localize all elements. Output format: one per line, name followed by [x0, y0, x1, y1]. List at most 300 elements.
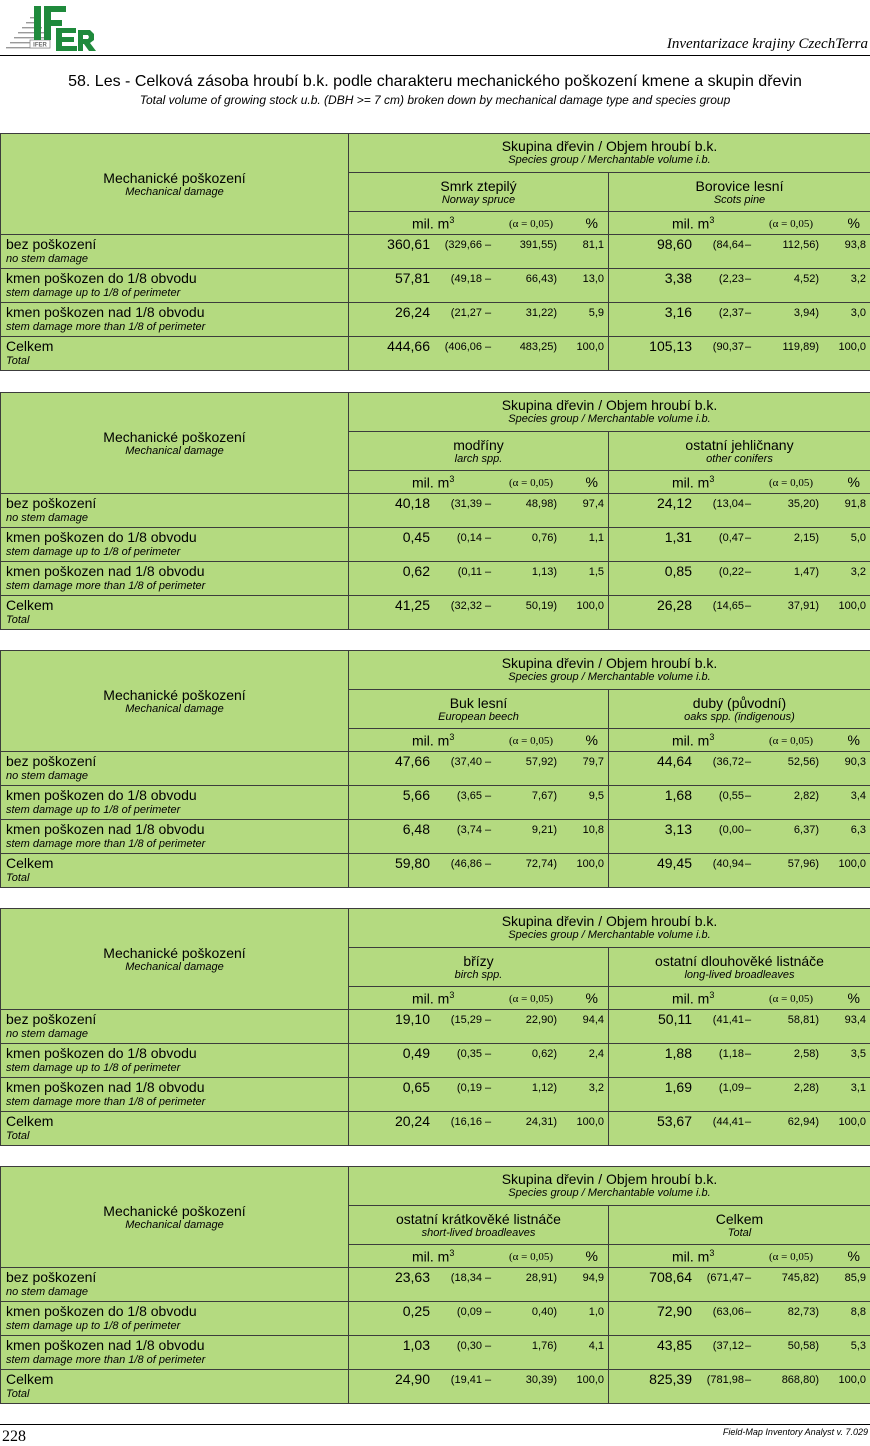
- ci-upper: 50,58): [787, 1340, 819, 1352]
- ci-upper: 6,37): [793, 824, 819, 836]
- ci-upper: 0,40): [531, 1306, 557, 1318]
- table-row: [1, 1078, 870, 1112]
- ci-dash: –: [485, 239, 492, 251]
- alpha-label: (α = 0,05): [769, 1251, 814, 1263]
- ci-dash: –: [745, 1340, 752, 1352]
- unit-label: mil. $m^3$: [412, 1248, 455, 1265]
- species-name-cz: Buk lesní: [449, 695, 508, 711]
- volume-value: 19,10: [394, 1011, 430, 1027]
- species-group-cz: Skupina dřevin / Objem hroubí b.k.: [501, 913, 718, 929]
- volume-value: 0,62: [402, 563, 430, 579]
- ci-dash: –: [745, 790, 752, 802]
- damage-row-label: [1, 235, 349, 269]
- ci-lower: (3,65: [456, 790, 482, 802]
- mechanical-damage-en: Mechanical damage: [125, 1219, 224, 1231]
- row-label-en: no stem damage: [6, 1028, 88, 1040]
- unit-header: [349, 212, 609, 235]
- ci-upper: 391,55): [519, 239, 557, 251]
- damage-row-label: [1, 820, 349, 854]
- row-label-en: Total: [6, 872, 30, 884]
- table-title-cz: 58. Les - Celková zásoba hroubí b.k. podle charakteru mechanického poškození kmene a skupin dřevin: [68, 73, 802, 90]
- percent-value: 97,4: [582, 498, 604, 510]
- table-row: [1, 1112, 870, 1146]
- ifer-logo: [4, 4, 98, 54]
- percent-label: %: [847, 732, 860, 748]
- table-row: [1, 235, 870, 269]
- unit-header: [349, 729, 609, 752]
- mechanical-damage-cz: Mechanické poškození: [103, 945, 246, 961]
- value-cell: [609, 1044, 870, 1078]
- species-header: [609, 173, 870, 212]
- volume-value: 0,25: [402, 1303, 430, 1319]
- species-header: [609, 432, 870, 471]
- percent-value: 5,3: [850, 1340, 866, 1352]
- row-label-en: Total: [6, 614, 30, 626]
- value-cell: [349, 269, 609, 303]
- row-label-cz: bez poškození: [6, 236, 97, 252]
- percent-label: %: [847, 215, 860, 231]
- percent-value: 100,0: [576, 858, 604, 870]
- value-cell: [349, 1010, 609, 1044]
- species-name-cz: modříny: [453, 437, 504, 453]
- volume-value: 1,68: [664, 787, 692, 803]
- mechanical-damage-header: [1, 651, 349, 752]
- damage-row-label: [1, 1336, 349, 1370]
- mechanical-damage-en: Mechanical damage: [125, 445, 224, 457]
- row-label-cz: Celkem: [6, 597, 54, 613]
- ci-dash: –: [745, 1014, 752, 1026]
- volume-value: 1,03: [402, 1337, 430, 1353]
- species-header: [609, 690, 870, 729]
- ci-upper: 24,31): [525, 1116, 557, 1128]
- ci-lower: (329,66: [444, 239, 482, 251]
- ci-lower: (19,41: [450, 1374, 482, 1386]
- alpha-label: (α = 0,05): [769, 218, 814, 230]
- volume-table-block: [0, 1166, 870, 1404]
- species-group-en: Species group / Merchantable volume i.b.: [508, 929, 711, 941]
- row-label-cz: kmen poškozen nad 1/8 obvodu: [6, 304, 205, 320]
- species-group-header: [349, 134, 870, 173]
- percent-value: 3,2: [850, 566, 866, 578]
- value-cell: [609, 752, 870, 786]
- unit-header: [609, 729, 870, 752]
- ci-dash: –: [745, 858, 752, 870]
- volume-value: 26,24: [394, 304, 430, 320]
- unit-header: [609, 987, 870, 1010]
- ci-lower: (41,41: [712, 1014, 744, 1026]
- ci-lower: (36,72: [712, 756, 744, 768]
- species-name-en: Scots pine: [713, 194, 766, 206]
- species-name-en: birch spp.: [454, 969, 503, 981]
- row-label-cz: Celkem: [6, 1113, 54, 1129]
- ci-upper: 9,21): [531, 824, 557, 836]
- species-header: [349, 690, 609, 729]
- species-name-en: Norway spruce: [441, 194, 516, 206]
- value-cell: [609, 1370, 870, 1404]
- unit-label: mil. $m^3$: [412, 474, 455, 491]
- ci-upper: 57,92): [525, 756, 557, 768]
- value-cell: [349, 820, 609, 854]
- species-group-header: [349, 393, 870, 432]
- mechanical-damage-cz: Mechanické poškození: [103, 1203, 246, 1219]
- percent-value: 2,4: [588, 1048, 604, 1060]
- species-group-en: Species group / Merchantable volume i.b.: [508, 1187, 711, 1199]
- table-row: [1, 303, 870, 337]
- ci-lower: (0,14: [456, 532, 482, 544]
- unit-header: [349, 1245, 609, 1268]
- row-label-en: no stem damage: [6, 512, 88, 524]
- volume-value: 47,66: [394, 753, 430, 769]
- volume-value: 59,80: [394, 855, 430, 871]
- percent-value: 100,0: [576, 1116, 604, 1128]
- ci-dash: –: [485, 498, 492, 510]
- page-number: 228: [2, 1428, 26, 1445]
- species-name-cz: ostatní dlouhověké listnáče: [655, 953, 824, 969]
- species-header: [349, 173, 609, 212]
- damage-row-label: [1, 562, 349, 596]
- unit-header: [609, 212, 870, 235]
- species-name-cz: Smrk ztepilý: [440, 178, 517, 194]
- species-name-en: other conifers: [706, 453, 773, 465]
- alpha-label: (α = 0,05): [509, 1251, 554, 1263]
- ci-dash: –: [485, 1082, 492, 1094]
- ci-upper: 50,19): [525, 600, 557, 612]
- volume-table-block: [0, 650, 870, 888]
- species-header: [349, 948, 609, 987]
- ci-upper: 1,13): [531, 566, 557, 578]
- ci-lower: (15,29: [450, 1014, 482, 1026]
- percent-value: 91,8: [844, 498, 866, 510]
- percent-value: 100,0: [576, 1374, 604, 1386]
- ci-upper: 1,47): [793, 566, 819, 578]
- unit-header: [609, 471, 870, 494]
- unit-label: mil. $m^3$: [672, 215, 715, 232]
- ci-dash: –: [745, 1116, 752, 1128]
- percent-value: 4,1: [588, 1340, 604, 1352]
- value-cell: [349, 1370, 609, 1404]
- percent-value: 6,3: [850, 824, 866, 836]
- ci-dash: –: [485, 824, 492, 836]
- damage-row-label: [1, 1268, 349, 1302]
- damage-row-label: [1, 269, 349, 303]
- volume-value: 3,38: [664, 270, 692, 286]
- row-label-cz: kmen poškozen nad 1/8 obvodu: [6, 563, 205, 579]
- volume-value: 825,39: [649, 1371, 692, 1387]
- ci-dash: –: [745, 1272, 752, 1284]
- volume-value: 41,25: [394, 597, 430, 613]
- percent-value: 3,2: [588, 1082, 604, 1094]
- species-group-cz: Skupina dřevin / Objem hroubí b.k.: [501, 1171, 718, 1187]
- row-label-en: stem damage more than 1/8 of perimeter: [6, 1354, 206, 1366]
- ci-dash: –: [485, 756, 492, 768]
- species-group-header: [349, 909, 870, 948]
- ci-dash: –: [745, 1082, 752, 1094]
- footer-divider: [0, 1424, 870, 1425]
- ci-upper: 2,15): [793, 532, 819, 544]
- ci-lower: (781,98: [706, 1374, 744, 1386]
- row-label-cz: bez poškození: [6, 495, 97, 511]
- percent-value: 1,5: [588, 566, 604, 578]
- ci-upper: 28,91): [525, 1272, 557, 1284]
- value-cell: [609, 1336, 870, 1370]
- row-label-en: Total: [6, 355, 30, 367]
- table-row: [1, 269, 870, 303]
- alpha-label: (α = 0,05): [509, 477, 554, 489]
- row-label-cz: kmen poškozen do 1/8 obvodu: [6, 270, 197, 286]
- ci-lower: (0,22: [718, 566, 744, 578]
- row-label-cz: Celkem: [6, 1371, 54, 1387]
- species-group-en: Species group / Merchantable volume i.b.: [508, 671, 711, 683]
- percent-value: 93,8: [844, 239, 866, 251]
- volume-value: 708,64: [649, 1269, 692, 1285]
- volume-value: 72,90: [656, 1303, 692, 1319]
- row-label-cz: kmen poškozen do 1/8 obvodu: [6, 787, 197, 803]
- table-row: [1, 820, 870, 854]
- species-group-en: Species group / Merchantable volume i.b.: [508, 154, 711, 166]
- mechanical-damage-cz: Mechanické poškození: [103, 429, 246, 445]
- unit-label: mil. $m^3$: [412, 990, 455, 1007]
- species-name-cz: duby (původní): [692, 695, 787, 711]
- volume-value: 23,63: [394, 1269, 430, 1285]
- row-label-cz: kmen poškozen do 1/8 obvodu: [6, 529, 197, 545]
- volume-value: 1,69: [664, 1079, 692, 1095]
- percent-value: 3,4: [850, 790, 866, 802]
- ci-upper: 1,76): [531, 1340, 557, 1352]
- percent-value: 93,4: [844, 1014, 866, 1026]
- value-cell: [349, 562, 609, 596]
- ci-upper: 62,94): [787, 1116, 819, 1128]
- value-cell: [609, 786, 870, 820]
- volume-value: 50,11: [658, 1011, 692, 1027]
- percent-label: %: [585, 990, 598, 1006]
- ci-lower: (0,35: [456, 1048, 482, 1060]
- unit-label: mil. $m^3$: [412, 732, 455, 749]
- unit-header: [349, 987, 609, 1010]
- row-label-en: no stem damage: [6, 253, 88, 265]
- percent-label: %: [585, 215, 598, 231]
- damage-row-label: [1, 786, 349, 820]
- ci-dash: –: [485, 566, 492, 578]
- ci-lower: (0,19: [456, 1082, 482, 1094]
- ci-lower: (3,74: [456, 824, 482, 836]
- ci-dash: –: [745, 239, 752, 251]
- row-label-cz: kmen poškozen do 1/8 obvodu: [6, 1045, 197, 1061]
- mechanical-damage-cz: Mechanické poškození: [103, 687, 246, 703]
- table-row: [1, 1370, 870, 1404]
- row-label-en: stem damage more than 1/8 of perimeter: [6, 1096, 206, 1108]
- ci-dash: –: [485, 341, 492, 353]
- table-row: [1, 1302, 870, 1336]
- percent-value: 79,7: [582, 756, 604, 768]
- damage-row-label: [1, 854, 349, 888]
- value-cell: [609, 854, 870, 888]
- volume-value: 49,45: [656, 855, 692, 871]
- species-name-en: European beech: [438, 711, 519, 723]
- table-row: [1, 596, 870, 630]
- ci-upper: 37,91): [787, 600, 819, 612]
- species-group-cz: Skupina dřevin / Objem hroubí b.k.: [501, 138, 718, 154]
- header-divider: [0, 55, 870, 56]
- ci-upper: 0,76): [531, 532, 557, 544]
- ci-lower: (2,37: [718, 307, 744, 319]
- ci-lower: (31,39: [450, 498, 482, 510]
- damage-row-label: [1, 337, 349, 371]
- ci-lower: (0,47: [718, 532, 744, 544]
- table-row: [1, 1044, 870, 1078]
- species-name-cz: Borovice lesní: [695, 178, 784, 194]
- ci-lower: (44,41: [712, 1116, 744, 1128]
- value-cell: [609, 820, 870, 854]
- volume-table-block: [0, 908, 870, 1146]
- volume-value: 1,88: [664, 1045, 692, 1061]
- species-name-cz: Celkem: [715, 1211, 764, 1227]
- ci-dash: –: [485, 858, 492, 870]
- software-version: Field-Map Inventory Analyst v. 7.029: [722, 1427, 868, 1437]
- row-label-en: Total: [6, 1388, 30, 1400]
- ci-upper: 2,58): [793, 1048, 819, 1060]
- volume-value: 5,66: [402, 787, 430, 803]
- value-cell: [609, 562, 870, 596]
- percent-value: 100,0: [838, 1374, 866, 1386]
- ci-lower: (1,18: [718, 1048, 744, 1060]
- ci-upper: 3,94): [793, 307, 819, 319]
- unit-header: [609, 1245, 870, 1268]
- ci-lower: (0,09: [456, 1306, 482, 1318]
- row-label-cz: Celkem: [6, 855, 54, 871]
- table-row: [1, 494, 870, 528]
- alpha-label: (α = 0,05): [769, 735, 814, 747]
- row-label-cz: bez poškození: [6, 1011, 97, 1027]
- ci-lower: (32,32: [450, 600, 482, 612]
- ci-dash: –: [485, 1048, 492, 1060]
- percent-label: %: [585, 1248, 598, 1264]
- value-cell: [349, 854, 609, 888]
- percent-value: 100,0: [838, 600, 866, 612]
- value-cell: [609, 1078, 870, 1112]
- mechanical-damage-header: [1, 134, 349, 235]
- mechanical-damage-header: [1, 1167, 349, 1268]
- volume-value: 98,60: [656, 236, 692, 252]
- table-row: [1, 1010, 870, 1044]
- damage-row-label: [1, 1302, 349, 1336]
- percent-value: 9,5: [588, 790, 604, 802]
- species-name-cz: břízy: [463, 953, 494, 969]
- species-header: [609, 948, 870, 987]
- percent-value: 1,1: [588, 532, 604, 544]
- volume-value: 0,49: [402, 1045, 430, 1061]
- mechanical-damage-cz: Mechanické poškození: [103, 170, 246, 186]
- ci-upper: 4,52): [793, 273, 819, 285]
- volume-value: 0,85: [664, 563, 692, 579]
- ci-upper: 2,28): [793, 1082, 819, 1094]
- value-cell: [609, 494, 870, 528]
- unit-label: mil. $m^3$: [412, 215, 455, 232]
- volume-value: 24,12: [656, 495, 692, 511]
- row-label-cz: kmen poškozen nad 1/8 obvodu: [6, 821, 205, 837]
- ci-dash: –: [745, 1306, 752, 1318]
- damage-row-label: [1, 494, 349, 528]
- value-cell: [609, 1268, 870, 1302]
- species-header: [349, 432, 609, 471]
- value-cell: [609, 1010, 870, 1044]
- damage-row-label: [1, 1044, 349, 1078]
- value-cell: [349, 1336, 609, 1370]
- ci-upper: 30,39): [525, 1374, 557, 1386]
- ci-lower: (21,27: [450, 307, 482, 319]
- ci-lower: (37,12: [712, 1340, 744, 1352]
- value-cell: [349, 596, 609, 630]
- percent-value: 85,9: [844, 1272, 866, 1284]
- species-name-en: long-lived broadleaves: [684, 969, 795, 981]
- unit-label: mil. $m^3$: [672, 732, 715, 749]
- value-cell: [609, 235, 870, 269]
- row-label-en: stem damage up to 1/8 of perimeter: [6, 1062, 181, 1074]
- damage-row-label: [1, 303, 349, 337]
- ci-dash: –: [485, 1340, 492, 1352]
- species-name-cz: ostatní jehličnany: [685, 437, 794, 453]
- ci-dash: –: [745, 824, 752, 836]
- value-cell: [349, 786, 609, 820]
- ci-upper: 57,96): [787, 858, 819, 870]
- percent-value: 90,3: [844, 756, 866, 768]
- table-row: [1, 1268, 870, 1302]
- percent-value: 100,0: [576, 341, 604, 353]
- volume-value: 0,45: [402, 529, 430, 545]
- percent-value: 94,9: [582, 1272, 604, 1284]
- ci-dash: –: [745, 1374, 752, 1386]
- ci-lower: (40,94: [712, 858, 744, 870]
- ci-lower: (90,37: [712, 341, 744, 353]
- species-group-header: [349, 651, 870, 690]
- volume-value: 6,48: [402, 821, 430, 837]
- volume-value: 40,18: [394, 495, 430, 511]
- ci-dash: –: [745, 756, 752, 768]
- volume-value: 26,28: [656, 597, 692, 613]
- ci-upper: 119,89): [782, 341, 819, 353]
- ci-dash: –: [485, 532, 492, 544]
- species-group-en: Species group / Merchantable volume i.b.: [508, 413, 711, 425]
- value-cell: [349, 752, 609, 786]
- ci-upper: 0,62): [531, 1048, 557, 1060]
- value-cell: [609, 303, 870, 337]
- volume-value: 3,16: [664, 304, 692, 320]
- species-group-header: [349, 1167, 870, 1206]
- mechanical-damage-en: Mechanical damage: [125, 961, 224, 973]
- unit-header: [349, 471, 609, 494]
- volume-value: 44,64: [656, 753, 692, 769]
- ci-dash: –: [745, 532, 752, 544]
- volume-value: 444,66: [387, 338, 430, 354]
- mechanical-damage-en: Mechanical damage: [125, 186, 224, 198]
- ci-lower: (46,86: [450, 858, 482, 870]
- percent-value: 3,1: [850, 1082, 866, 1094]
- value-cell: [349, 1078, 609, 1112]
- value-cell: [349, 1268, 609, 1302]
- mechanical-damage-en: Mechanical damage: [125, 703, 224, 715]
- value-cell: [609, 1112, 870, 1146]
- ci-dash: –: [485, 1306, 492, 1318]
- mechanical-damage-header: [1, 909, 349, 1010]
- value-cell: [349, 1112, 609, 1146]
- ci-lower: (18,34: [450, 1272, 482, 1284]
- volume-value: 3,13: [664, 821, 692, 837]
- table-row: [1, 854, 870, 888]
- species-group-cz: Skupina dřevin / Objem hroubí b.k.: [501, 655, 718, 671]
- ci-upper: 7,67): [531, 790, 557, 802]
- row-label-cz: bez poškození: [6, 1269, 97, 1285]
- volume-value: 53,67: [656, 1113, 692, 1129]
- damage-row-label: [1, 1078, 349, 1112]
